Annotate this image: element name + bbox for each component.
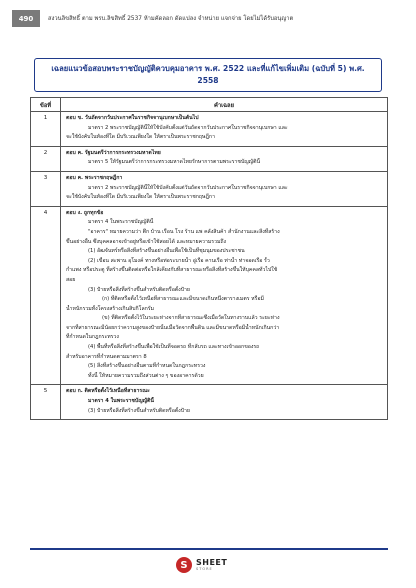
answer-choice: ตอบ ค. รัฐมนตรีว่าการกระทรวงมหาดไทย	[66, 149, 161, 156]
answer-text-line: สำหรับอาคารที่กำหนดตามมาตรา 8	[66, 353, 147, 360]
answer-text-line: ขึ้นอย่างอื่น ซึ่งบุคคลอาจเข้าอยู่หรือเข้าใช้สอยได้ และหมายความรวมถึง	[66, 238, 227, 245]
answer-text-line: (5) สิ่งที่สร้างขึ้นอย่างอื่นตามที่กำหนดในกฎกระทรวง	[88, 363, 206, 370]
answer-choice: ตอบ ง. ถูกทุกข้อ	[66, 209, 104, 216]
question-number: 3	[31, 171, 61, 206]
answer-cell	[61, 171, 388, 206]
answer-text-line: "อาคาร" หมายความว่า ตึก บ้าน เรือน โรง ร้าน แพ คลังสินค้า สำนักงานและสิ่งที่สร้าง	[88, 228, 280, 235]
answer-text-line: (ข) ที่ติดหรือตั้งไว้ในระยะห่างจากที่สาธารณะซึ่งเมื่อวัดในทางราบแล้ว ระยะห่าง	[102, 315, 280, 322]
answer-text-line: ที่กำหนดในกฎกระทรวง	[66, 334, 119, 341]
logo-main-text: SHEET	[196, 557, 228, 567]
footer-divider	[30, 548, 388, 550]
question-number: 1	[31, 112, 61, 147]
answer-text-line: กำแพง หรือประตู ที่สร้างขึ้นติดต่อหรือใกล้เคียงกับที่สาธารณะหรือสิ่งที่สร้างขึ้นให้บุคคลทั่วไปใช้	[66, 267, 278, 274]
answer-text-line: (2) เขื่อน สะพาน อุโมงค์ ทางหรือท่อระบายน้ำ อู่เรือ คานเรือ ท่าน้ำ ท่าจอดเรือ รั้ว	[88, 257, 270, 264]
answer-text-line: มาตรา 2 พระราชบัญญัตินี้ให้ใช้บังคับตั้งแต่วันถัดจากวันประกาศในราชกิจจานุเบกษา และ	[88, 184, 288, 191]
answer-text-line: ทั้งนี้ ให้หมายความรวมถึงส่วนต่าง ๆ ของอาคารด้วย	[88, 372, 204, 379]
answer-cell	[61, 146, 388, 171]
answer-text-line: (4) พื้นที่หรือสิ่งที่สร้างขึ้นเพื่อใช้เป็นที่จอดรถ ที่กลับรถ และทางเข้าออกของรถ	[88, 344, 260, 351]
page-number: 490	[12, 10, 40, 27]
answer-text-line: (3) ป้ายหรือสิ่งที่สร้างขึ้นสำหรับติดหรือตั้งป้าย	[88, 407, 190, 414]
answer-text-line: (3) ป้ายหรือสิ่งที่สร้างขึ้นสำหรับติดหรือตั้งป้าย	[88, 286, 190, 293]
table-row	[31, 146, 388, 171]
answer-text-line: จะใช้บังคับในท้องที่ใด มีบริเวณเพียงใด ให้ตราเป็นพระราชกฤษฎีกา	[66, 134, 215, 141]
title-line-1: เฉลยแนวข้อสอบพระราชบัญญัติควบคุมอาคาร พ.ศ. 2522 และที่แก้ไขเพิ่มเติม (ฉบับที่ 5) พ.ศ.	[51, 64, 365, 73]
answer-choice: ตอบ ค. พระราชกฤษฎีกา	[66, 174, 123, 181]
table-row	[31, 112, 388, 147]
column-header-answer: คำเฉลย	[61, 98, 388, 112]
answer-text-line: จะใช้บังคับในท้องที่ใด มีบริเวณเพียงใด ให้ตราเป็นพระราชกฤษฎีกา	[66, 194, 215, 201]
table-row	[31, 206, 388, 385]
title-line-2: 2558	[197, 76, 219, 85]
logo-wordmark	[196, 559, 227, 572]
sheet-store-logo	[176, 553, 227, 577]
answer-text-line: (ก) ที่ติดหรือตั้งไว้เหนือที่สาธารณะและมีขนาดเกินหนึ่งตารางเมตร หรือมี	[102, 296, 264, 303]
answer-key-title-box	[34, 58, 382, 92]
logo-s-icon: S	[176, 557, 192, 573]
page-title	[51, 63, 364, 87]
answer-text-line: มาตรา 4 ในพระราชบัญญัตินี้	[88, 219, 154, 226]
column-header-number: ข้อที่	[31, 98, 61, 112]
answer-text-line: จากที่สาธารณะมีน้อยกว่าความสูงของป้ายนั้นเมื่อวัดจากพื้นดิน และมีขนาดหรือมีน้ำหนักเกินกว่า	[66, 324, 280, 331]
table-header-row	[31, 98, 388, 112]
answer-table	[30, 97, 388, 420]
logo-sub-text: STORE	[196, 566, 213, 571]
question-number: 5	[31, 385, 61, 420]
answer-text-line: มาตรา 2 พระราชบัญญัตินี้ให้ใช้บังคับตั้งแต่วันถัดจากวันประกาศในราชกิจจานุเบกษา และ	[88, 124, 288, 131]
answer-text-line: มาตรา 5 ให้รัฐมนตรีว่าการกระทรวงมหาดไทยรักษาการตามพระราชบัญญัตินี้	[88, 159, 261, 166]
question-number: 2	[31, 146, 61, 171]
answer-cell	[61, 112, 388, 147]
table-row	[31, 385, 388, 420]
answer-choice: ตอบ ก. ติดหรือตั้งไว้เหนือที่สาธารณะ	[66, 388, 150, 395]
answer-cell	[61, 385, 388, 420]
table-row	[31, 171, 388, 206]
answer-text-line: มาตรา 4 ในพระราชบัญญัตินี้	[88, 398, 154, 405]
answer-text-line: (1) อัฒจันทร์หรือสิ่งที่สร้างขึ้นอย่างอื่นเพื่อใช้เป็นที่ชุมนุมของประชาชน	[88, 248, 245, 255]
question-number: 4	[31, 206, 61, 385]
answer-choice: ตอบ ข. วันถัดจากวันประกาศในราชกิจจานุเบกษาเป็นต้นไป	[66, 115, 199, 121]
copyright-notice: สงวนลิขสิทธิ์ ตาม พรบ.ลิขสิทธิ์ 2537 ห้ามคัดลอก ดัดแปลง จำหน่าย แจกจ่าย โดยไม่ได้รับอนุญาต	[48, 16, 294, 22]
answer-text-line: น้ำหนักรวมทั้งโครงสร้างเกินสิบกิโลกรัม	[66, 305, 154, 312]
answer-text-line: สอย	[66, 276, 76, 283]
answer-cell	[61, 206, 388, 385]
